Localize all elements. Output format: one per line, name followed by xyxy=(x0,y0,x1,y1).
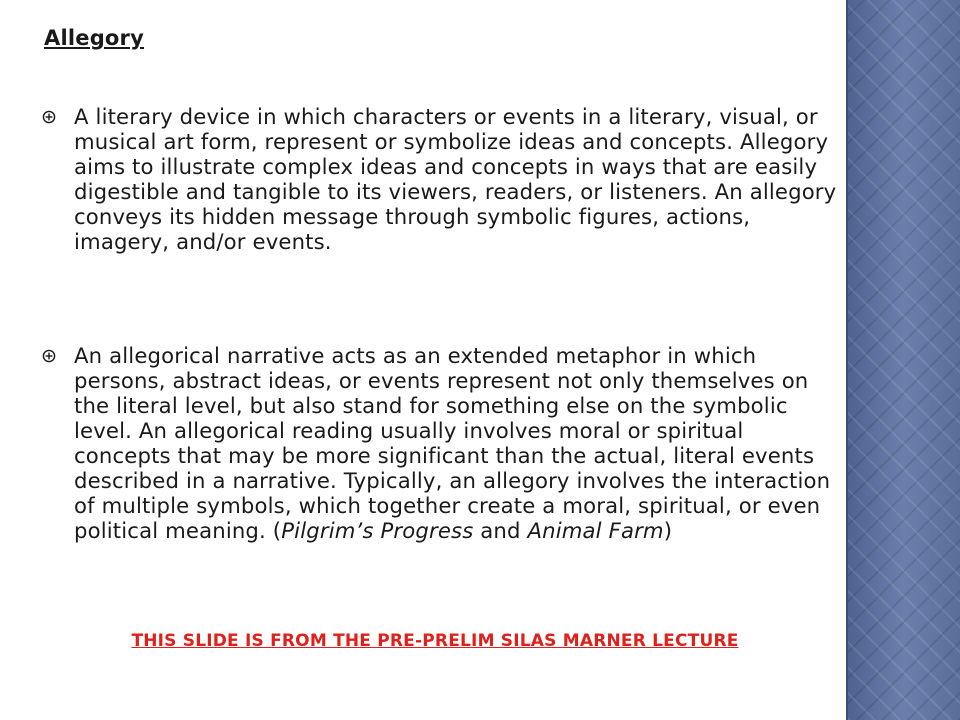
closing-paren: ) xyxy=(663,518,673,543)
decorative-side-panel xyxy=(848,0,960,720)
bullet-text xyxy=(74,343,837,543)
footer-note-link[interactable]: THIS SLIDE IS FROM THE PRE-PRELIM SILAS MARNER LECTURE xyxy=(131,631,739,651)
bullet-point xyxy=(42,343,837,543)
book-title-animal-farm: Animal Farm xyxy=(527,518,664,543)
bullet-text-main: An allegorical narrative acts as an extended metaphor in which persons, abstract ideas, or events represent not only themselves on the literal level, but also stand for something else on the symbolic level. An allegorical reading usually involves moral or spiritual concepts that may be more significant than the actual, literal events described in a narrative. Typically, an allegory involves the interaction of multiple symbols, which together create a moral, spiritual, or even political meaning. ( xyxy=(74,343,831,543)
conjunction-text: and xyxy=(473,518,528,543)
bullet-point xyxy=(42,104,837,254)
circle-plus-icon xyxy=(42,110,56,124)
slide-title: Allegory xyxy=(44,26,144,50)
bullet-text: A literary device in which characters or events in a literary, visual, or musical art form, represent or symbolize ideas and concepts. Allegory aims to illustrate complex ideas and concepts in ways that are easily digestible and tangible to its viewers, readers, or listeners. An allegory conveys its hidden message through symbolic figures, actions, imagery, and/or events. xyxy=(74,104,837,254)
book-title-pilgrims-progress: Pilgrim’s Progress xyxy=(281,518,474,543)
circle-plus-icon xyxy=(42,349,56,363)
